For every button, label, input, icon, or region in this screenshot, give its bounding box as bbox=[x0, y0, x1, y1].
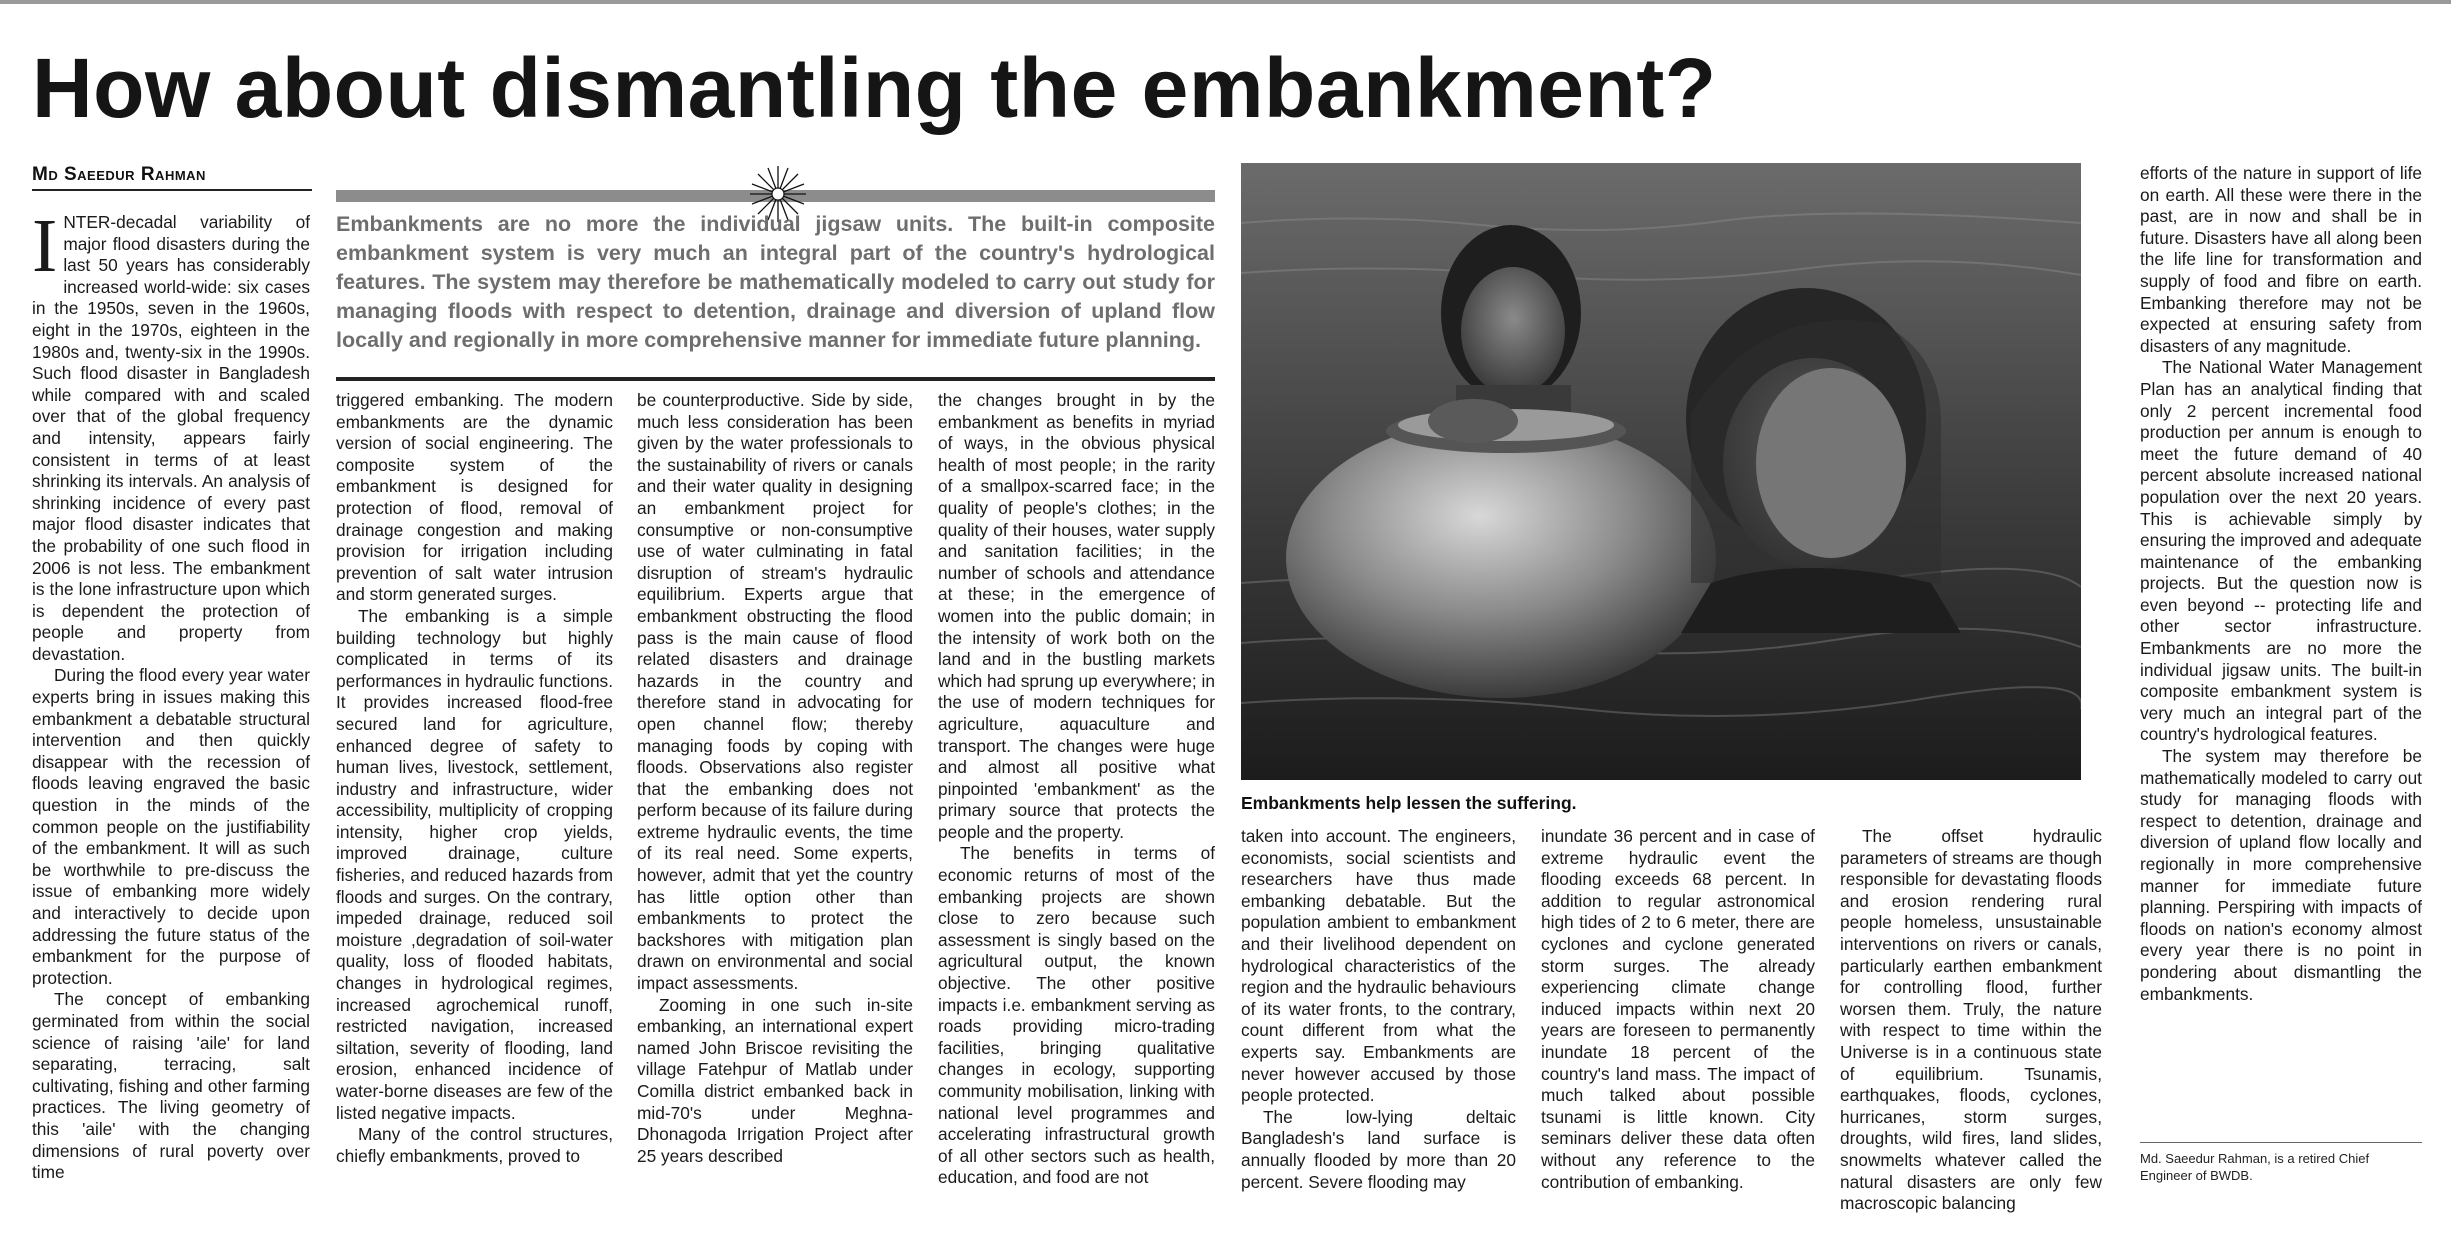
paragraph bbox=[32, 212, 310, 665]
paragraph: taken into account. The engineers, economists, social scientists and researchers have thus made embanking debatable. But the population ambient to embankment and their livelihood dependent on hydrological characteristics of the region and the hydraulic behaviours of its water fronts, to the contrary, count different from what the experts say. Embankments are never however accused by those people protected. bbox=[1241, 826, 1516, 1106]
paragraph: The offset hydraulic parameters of streams are though responsible for devastating floods and erosion rendering rural people homeless, unsustainable interventions on rivers or canals, particularly earthen embankment for controlling flood, further worsen them. Truly, the nature with respect to time within the Universe is in a continuous state of equilibrium. Tsunamis, earthquakes, floods, cyclones, hurricanes, storm surges, droughts, wild fires, land slides, snowmelts whatever called the natural disasters are only few macroscopic balancing bbox=[1840, 826, 2102, 1214]
article-column-7 bbox=[1840, 826, 2102, 1232]
paragraph: The concept of embanking germinated from within the social science of raising 'aile' for land separating, terracing, salt cultivating, fishing and other farming practices. The living geometry of this 'aile' with the changing dimensions of rural poverty over time bbox=[32, 989, 310, 1183]
drop-cap: I bbox=[32, 212, 58, 288]
paragraph: The low-lying deltaic Bangladesh's land surface is annually flooded by more than 20 percent. Severe flooding may bbox=[1241, 1106, 1516, 1192]
paragraph: Zooming in one such in-site embanking, an international expert named John Briscoe revisiting the village Fatehpur of Matlab under Comilla district embanked back in mid-70's under Meghna-Dhonagoda Irrigation Project after 25 years described bbox=[637, 994, 913, 1166]
paragraph: efforts of the nature in support of life on earth. All these were there in the past, are in now and shall be in future. Disasters have all along been the life line for transformation and supply of food and fibre on earth. Embanking therefore may not be expected at ensuring safety from disasters of any magnitude. bbox=[2140, 163, 2422, 356]
article-column-3 bbox=[637, 390, 913, 1232]
flood-photo bbox=[1241, 163, 2081, 780]
article-column-2 bbox=[336, 390, 613, 1232]
paragraph: The system may therefore be mathematically modeled to carry out study for managing floods with respect to detention, drainage and diversion of upland flow locally and regionally in more comprehensive manner for immediate future planning. Perspiring with impacts of floods on nation's economy almost every year there is no point in pondering about dismantling the embankments. bbox=[2140, 746, 2422, 1004]
paragraph: The benefits in terms of economic returns of most of the embanking projects are shown close to zero because such assessment is singly based on the agricultural output, the known objective. The other positive impacts i.e. embankment serving as roads providing micro-trading facilities, bringing qualitative changes in ecology, supporting community mobilisation, linking with national level programmes and accelerating infrastructural growth of all other sectors such as health, education, and food are not bbox=[938, 843, 1215, 1188]
author-note-rule bbox=[2140, 1142, 2422, 1143]
paragraph: inundate 36 percent and in case of extreme hydraulic event the flooding exceeds 68 percent. In addition to regular astronomical high tides of 2 to 6 meter, there are cyclones and cyclone generated storm surges. The already experiencing climate change induced impacts within next 20 years are foreseen to permanently inundate 18 percent of the country's land mass. The impact of much talked about possible tsunami is little known. City seminars deliver these data often without any reference to the contribution of embanking. bbox=[1541, 826, 1815, 1192]
headline: How about dismantling the embankment? bbox=[32, 41, 1717, 135]
article-column-8 bbox=[2140, 163, 2422, 1123]
article-column-4 bbox=[938, 390, 1215, 1232]
flood-photo-image bbox=[1241, 163, 2081, 780]
article-column-6 bbox=[1541, 826, 1815, 1232]
paragraph: be counterproductive. Side by side, much less consideration has been given by the water professionals to the sustainability of rivers or canals and their water quality in designing an embankment project for consumptive or non-consumptive use of water culminating in fatal disruption of stream's hydraulic equilibrium. Experts argue that embankment obstructing the flood pass is the main cause of flood related disasters and drainage hazards in the country and therefore stand in advocating for open channel flow; thereby managing foods by coping with floods. Observations also register that the embanking does not perform because of its failure during extreme hydraulic events, the time of its real need. Some experts, however, admit that yet the country has little option other than embankments to protect the backshores with mitigation plan drawn on environmental and social impact assessments. bbox=[637, 390, 913, 994]
paragraph-text: NTER-decadal variability of major flood disasters during the last 50 years has considerably increased world-wide: six cases in the 1950s, seven in the 1960s, eight in the 1970s, eighteen in the 1980s and, twenty-six in the 1990s. Such flood disaster in Bangladesh while compared with and scaled over that of the global frequency and intensity, appears fairly consistent in terms of at least shrinking its intervals. An analysis of shrinking incidence of every past major flood disaster indicates that the probability of one such flood in 2006 is not less. The embankment is the lone infrastructure upon which is dependent the protection of people and property from devastation. bbox=[32, 212, 310, 664]
byline: Md Saeedur Rahman bbox=[32, 164, 312, 191]
author-note: Md. Saeedur Rahman, is a retired Chief Engineer of BWDB. bbox=[2140, 1151, 2370, 1183]
paragraph: the changes brought in by the embankment as benefits in myriad of ways, in the obvious physical health of most people; in the rarity of a smallpox-scarred face; in the quality of people's clothes; in the quality of their houses, water supply and sanitation facilities; in the number of schools and attendance at these; in the emergence of women into the public domain; in the intensity of work both on the land and in the bustling markets which had sprung up everywhere; in the use of modern techniques for agriculture, aquaculture and transport. The changes were huge and almost all positive what pinpointed 'embankment' as the primary source that protects the people and the property. bbox=[938, 390, 1215, 842]
paragraph: The National Water Management Plan has an analytical finding that only 2 percent incremental food production per annum is enough to meet the future demand of 40 percent absolute increased national population over the next 20 years. This is achievable simply by ensuring the improved and adequate maintenance of the embanking projects. But the question now is even beyond -- protecting life and other sector infrastructure. Embankments are no more the individual jigsaw units. The built-in composite embankment system is very much an integral part of the country's hydrological features. bbox=[2140, 357, 2422, 745]
paragraph: The embanking is a simple building technology but highly complicated in terms of its performances in hydraulic functions. It provides increased flood-free secured land for agriculture, enhanced degree of safety to human lives, livestock, settlement, industry and infrastructure, wider accessibility, multiplicity of cropping intensity, higher crop yields, improved drainage, culture fisheries, and reduced hazards from floods and surges. On the contrary, impeded drainage, reduced soil moisture ,degradation of soil-water quality, loss of flooded habitats, changes in hydrological regimes, increased agrochemical runoff, restricted navigation, increased siltation, severity of flooding, land erosion, enhanced incidence of water-borne diseases are few of the listed negative impacts. bbox=[336, 605, 613, 1123]
paragraph: During the flood every year water experts bring in issues making this embankment a debatable structural intervention and then quickly disappear with the recession of floods leaving engraved the basic question in the minds of the common people on the justifiability of the embankment. It will as such be worthwhile to pre-discuss the issue of embanking more widely and interactively to decide upon addressing the future status of the embankment for the purpose of protection. bbox=[32, 665, 310, 988]
paragraph: triggered embanking. The modern embankments are the dynamic version of social engineering. The composite system of the embankment is designed for protection of flood, removal of drainage congestion and making provision for irrigation including prevention of salt water intrusion and storm generated surges. bbox=[336, 390, 613, 605]
paragraph: Many of the control structures, chiefly embankments, proved to bbox=[336, 1124, 613, 1166]
photo-caption: Embankments help lessen the suffering. bbox=[1241, 793, 1577, 813]
article-column-5 bbox=[1241, 826, 1516, 1232]
top-rule bbox=[0, 0, 2451, 4]
article-column-1 bbox=[32, 212, 310, 1232]
pull-quote: Embankments are no more the individual jigsaw units. The built-in composite embankment system is very much an integral part of the country's hydrological features. The system may therefore be mathematically modeled to carry out study for managing floods with respect to detention, drainage and diversion of upland flow locally and regionally in more comprehensive manner for immediate future planning. bbox=[336, 212, 1215, 352]
pull-quote-bottom-rule bbox=[336, 377, 1215, 381]
